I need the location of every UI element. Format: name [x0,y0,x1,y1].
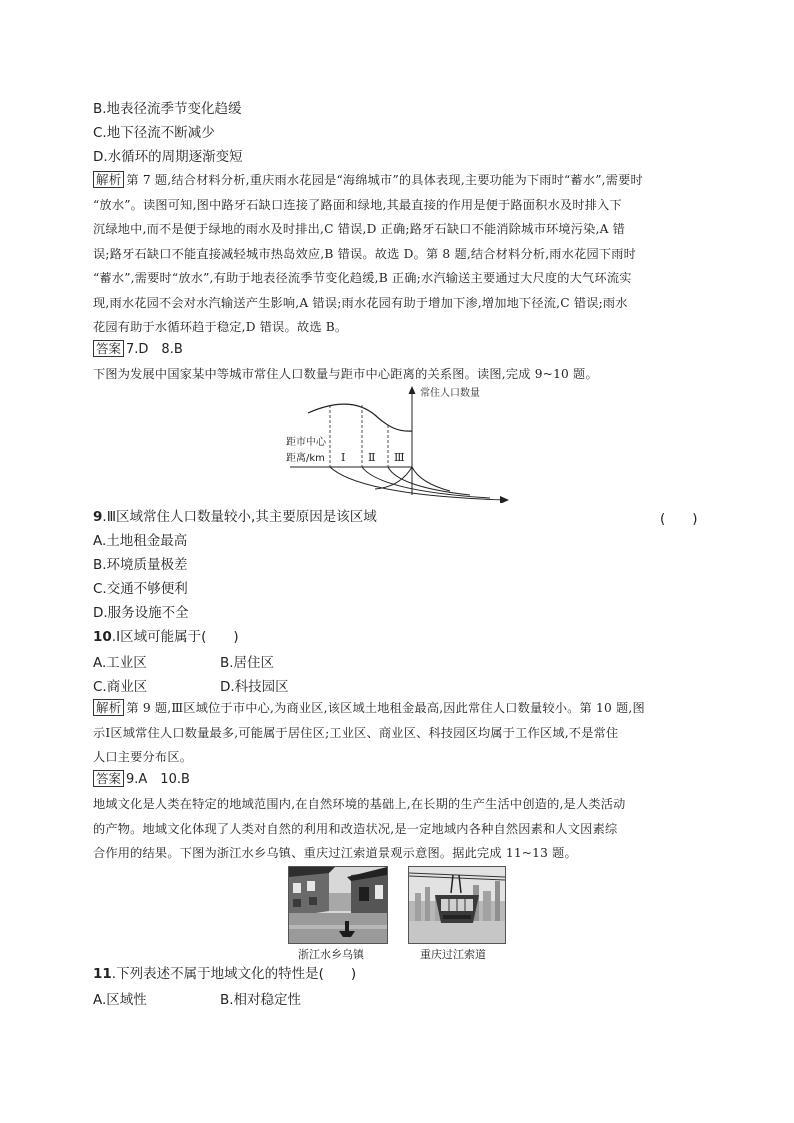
explanation-line: 现,雨水花园不会对水汽输送产生影响,A 错误;雨水花园有助于增加下渗,增加地下径流,C 错误;雨水 [93,295,628,310]
answer-text: 7.D 8.B [126,342,183,357]
question-9 [93,507,377,527]
explanation-line: “放水”。读图可知,图中路牙石缺口连接了路面和绿地,其最直接的作用是便于路面积水及时排入下 [93,197,622,212]
answer-7-8 [93,340,183,360]
q11-option-a: A.区域性 [93,992,147,1008]
q10-option-d: D.科技园区 [220,679,289,695]
q9-option-d: D.服务设施不全 [93,605,189,621]
q9-option-b: B.环境质量极差 [93,557,188,573]
q9-option-a: A.土地租金最高 [93,533,188,549]
intro-line: 合作用的结果。下图为浙江水乡乌镇、重庆过江索道景观示意图。据此完成 11~13 题。 [93,846,577,860]
cableway-caption: 重庆过江索道 [420,948,486,961]
intro-9-10: 下图为发展中国家某中等城市常住人口数量与距市中心距离的关系图。读图,完成 9~10 题。 [93,367,598,381]
intro-11-13 [93,792,703,866]
cableway-photo [408,866,506,944]
q9-option-c: C.交通不够便利 [93,581,188,597]
question-number: 11 [93,966,112,982]
q10-option-b: B.居住区 [220,655,275,671]
explanation-tag: 解析 [93,171,124,188]
explanation-7-8 [93,168,703,340]
q8-option-b: B.地表径流季节变化趋缓 [93,101,242,117]
explanation-line: “蓄水”,需要时“放水”,有助于地表径流季节变化趋缓,B 正确;水汽输送主要通过大尺度的大气环流实 [93,271,632,285]
question-number: 9 [93,509,103,525]
explanation-line: 人口主要分布区。 [93,750,193,764]
explanation-9-10 [93,696,703,770]
explanation-line: 解析 第 9 题,Ⅲ区域位于市中心,为商业区,该区域土地租金最高,因此常住人口数量较小。第 10 题,图 [93,696,703,721]
question-stem: .Ⅰ区域可能属于( ) [111,629,239,645]
zone-label: Ⅰ [341,451,346,464]
x-axis-label-2: 距离/km [286,453,325,464]
answer-bracket: ( ) [660,511,698,527]
wuzhen-caption: 浙江水乡乌镇 [298,948,364,961]
wuzhen-photo [288,866,388,944]
question-10 [93,627,239,647]
explanation-tag: 解析 [93,699,124,716]
explanation-line: 示Ⅰ区域常住人口数量最多,可能属于居住区;工业区、商业区、科技园区均属于工作区域,不是常住 [93,725,619,740]
answer-tag: 答案 [93,770,124,787]
answer-9-10 [93,770,190,790]
question-11 [93,964,356,984]
question-number: 10 [93,629,112,645]
zone-label: Ⅲ [394,451,405,464]
population-distance-diagram [280,383,520,503]
zone-label: Ⅱ [368,451,376,464]
x-axis-label-1: 距市中心 [286,437,326,448]
q8-option-c: C.地下径流不断减少 [93,125,215,141]
y-axis-label: 常住人口数量 [420,388,480,399]
intro-line: 地域文化是人类在特定的地域范围内,在自然环境的基础上,在长期的生产生活中创造的,是人类活动 [93,797,626,811]
explanation-line: 误;路牙石缺口不能直接减轻城市热岛效应,B 错误。故选 D。第 8 题,结合材料分析,雨水花园下雨时 [93,246,637,261]
answer-text: 9.A 10.B [126,772,190,787]
intro-line: 的产物。地域文化体现了人类对自然的利用和改造状况,是一定地域内各种自然因素和人文因素综 [93,821,618,836]
q11-option-b: B.相对稳定性 [220,992,302,1008]
answer-tag: 答案 [93,340,124,357]
explanation-line: 解析 第 7 题,结合材料分析,重庆雨水花园是“海绵城市”的具体表现,主要功能为下雨时“蓄水”,需要时 [93,168,703,193]
q10-option-a: A.工业区 [93,655,147,671]
question-stem: .下列表述不属于地域文化的特性是( ) [111,966,357,982]
explanation-line: 花园有助于水循环趋于稳定,D 错误。故选 B。 [93,320,348,334]
q8-option-d: D.水循环的周期逐渐变短 [93,149,243,165]
question-stem: .Ⅲ区域常住人口数量较小,其主要原因是该区域 [102,509,377,525]
explanation-line: 沉绿地中,而不是便于绿地的雨水及时排出,C 错误,D 正确;路牙石缺口不能消除城市环境污染,A 错 [93,222,626,236]
q10-option-c: C.商业区 [93,679,148,695]
